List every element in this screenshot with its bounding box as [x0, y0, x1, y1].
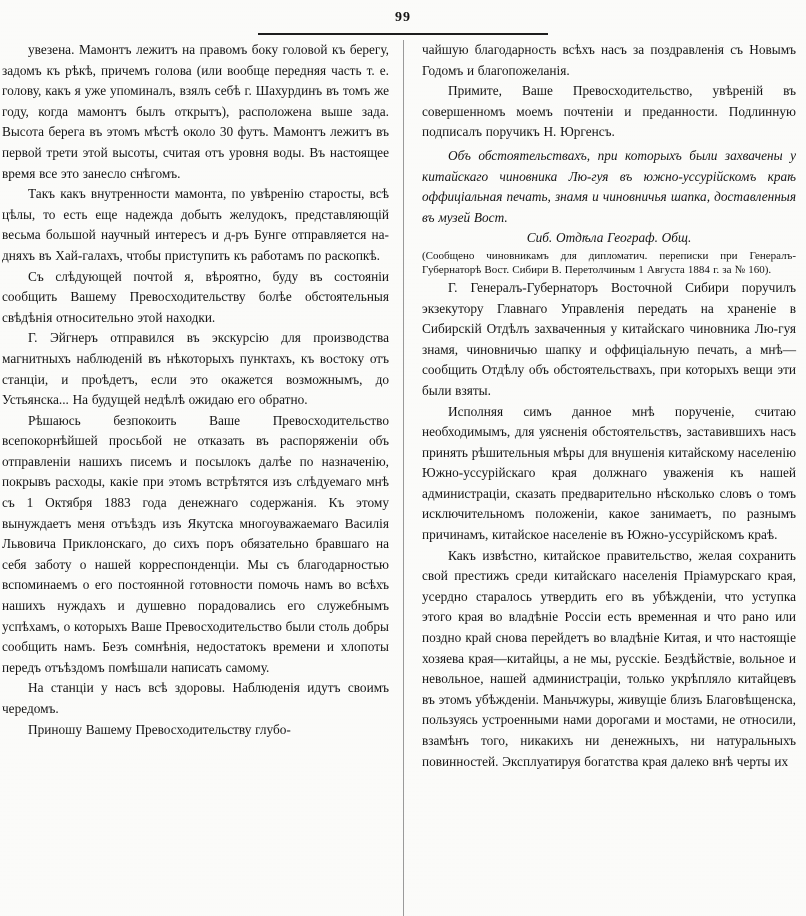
paragraph: Такъ какъ внутренности мамонта, по увѣренію старосты, всѣ цѣлы, то есть еще надежда добыть желудокъ, представляющій весьма большой научный интересъ и д-ръ Бунге отправляется на-дняхъ въ Хай-галахъ, чтобы приступить къ работамъ по раскопкѣ. [2, 186, 389, 263]
paragraph: Какъ извѣстно, китайское правительство, желая сохранить свой престижъ среди китайскаго населенія Пріамурскаго края, усердно старалось утвердить его въ убѣжденіи, что уступка этого края во владѣніе Россіи есть временная и что рано или поздно край снова перейдетъ во владѣніе Китая, и что настоящіе хозяева края—китайцы, а не мы, русскіе. Бездѣйствіе, вольное и невольное, нашей администраціи, только укрѣпляло китайцевъ въ этомъ убѣжденіи. Маньчжуры, живущіе близъ Благовѣщенска, пользуясь устроенными нами дорогами и мостами, не относили, взамѣнъ того, никакихъ ни денежныхъ, ни натуральныхъ повинностей. Эксплуатируя богатства края далеко внѣ черты их [422, 547, 796, 769]
paragraph: Съ слѣдующей почтой я, вѣроятно, буду въ состояніи сообщить Вашему Превосходительству болѣе обстоятельныя свѣдѣнія относительно этой находки. [2, 268, 389, 325]
header-rule [258, 33, 548, 35]
paragraph: увезена. Мамонтъ лежитъ на правомъ боку головой къ берегу, задомъ къ рѣкѣ, причемъ голова (или вообще передняя часть т. е. голову, какъ я уже упоминалъ, взялъ себѣ г. Шахурдинъ въ томъ же году, когда мамонтъ былъ открытъ), расположена выше зада. Высота берега въ этомъ мѣстѣ около 30 футъ. Мамонтъ лежитъ въ первой трети этой высоты, считая отъ уровня воды. Въ настоящее время все это занесло снѣгомъ. [2, 42, 389, 181]
page-number: 99 [395, 10, 411, 25]
right-column [403, 40, 806, 916]
paragraph: Г. Генералъ-Губернаторъ Восточной Сибири поручилъ экзекутору Главнаго Управленія передать на храненіе в Сибирскій Отдѣлъ захваченныя у китайскаго чиновника Лю-гуя знамя, чиновничью шапку и оффиціальную печать, а мнѣ—сообщить Отдѣлу объ обстоятельствахъ, при которыхъ вещи эти были взяты. [422, 279, 796, 398]
paragraph: Г. Эйгнеръ отправился въ экскурсію для производства магнитныхъ наблюденій въ нѣкоторыхъ пунктахъ, къ востоку отъ станціи, и проѣдетъ, если это окажется возможнымъ, до Устьянска... На будущей недѣлѣ ожидаю его обратно. [2, 330, 389, 408]
left-column [0, 40, 403, 916]
text-columns [0, 40, 806, 916]
italic-note-center: Сиб. Отдѣла Географ. Общ. [526, 230, 692, 246]
paragraph: Исполняя симъ данное мнѣ порученіе, считаю необходимымъ, для уясненія обстоятельствъ, заставившихъ насъ принять рѣшительныя мѣры для внушенія китайскому населенію Южно-уссурійскаго края должнаго уваженія къ нашей администраціи, сказать предварительно нѣсколько словъ о томъ исключительномъ положеніи, какое занимаетъ, по разнымъ причинамъ, китайское населеніе въ Южно-уссурійскомъ краѣ. [422, 403, 796, 543]
paragraph: Рѣшаюсь безпокоить Ваше Превосходительство всепокорнѣйшей просьбой не отказать въ распоряженіи объ отправленіи нашихъ писемъ и посылокъ далѣе по назначенію, покрывъ расходы, какіе при этомъ встрѣтятся изъ слѣдуемаго мнѣ съ 1 Октября 1883 года денежнаго содержанія. Къ этому вынуждаетъ меня отъѣздъ изъ Якутска многоуважаемаго Василія Львовича Приклонскаго, до сихъ поръ обязательно бравшаго на себя заботу о нашей корреспонденціи. Мы съ благодарностью вспоминаемъ о его постоянной готовности помочь намъ во всѣхъ нашихъ нуждахъ и душевно порадовались его служебнымъ успѣхамъ, о которыхъ Ваше Превосходительство были столь добры сообщить намъ. Безъ сомнѣнія, недостатокъ времени и хлопоты передъ отъѣздомъ помѣшали написать самому. [2, 412, 389, 675]
page-header [0, 8, 806, 26]
italic-note: Объ обстоятельствахъ, при которыхъ были захвачены у китайскаго чиновника Лю-гуя въ южно-уссурійскомъ краѣ оффиціальная печать, знамя и чиновничья шапка, доставленныя въ музей Вост. [422, 147, 796, 225]
paragraph: На станціи у насъ всѣ здоровы. Наблюденія идутъ своимъ чередомъ. [2, 680, 389, 716]
paragraph: чайшую благодарность всѣхъ насъ за поздравленія съ Новымъ Годомъ и благопожеланія. [422, 42, 796, 78]
paragraph: Приношу Вашему Превосходительству глубо- [28, 721, 291, 737]
source-note: (Сообщено чиновникамъ для дипломатич. переписки при Генералъ-Губернаторѣ Вост. Сибири В. Перетолчиным 1 Августа 1884 г. за № 160). [422, 249, 796, 277]
paragraph: Примите, Ваше Превосходительство, увѣреній въ совершенномъ моемъ почтеніи и преданности. Подлинную подписалъ поручикъ Н. Юргенсъ. [422, 83, 796, 140]
